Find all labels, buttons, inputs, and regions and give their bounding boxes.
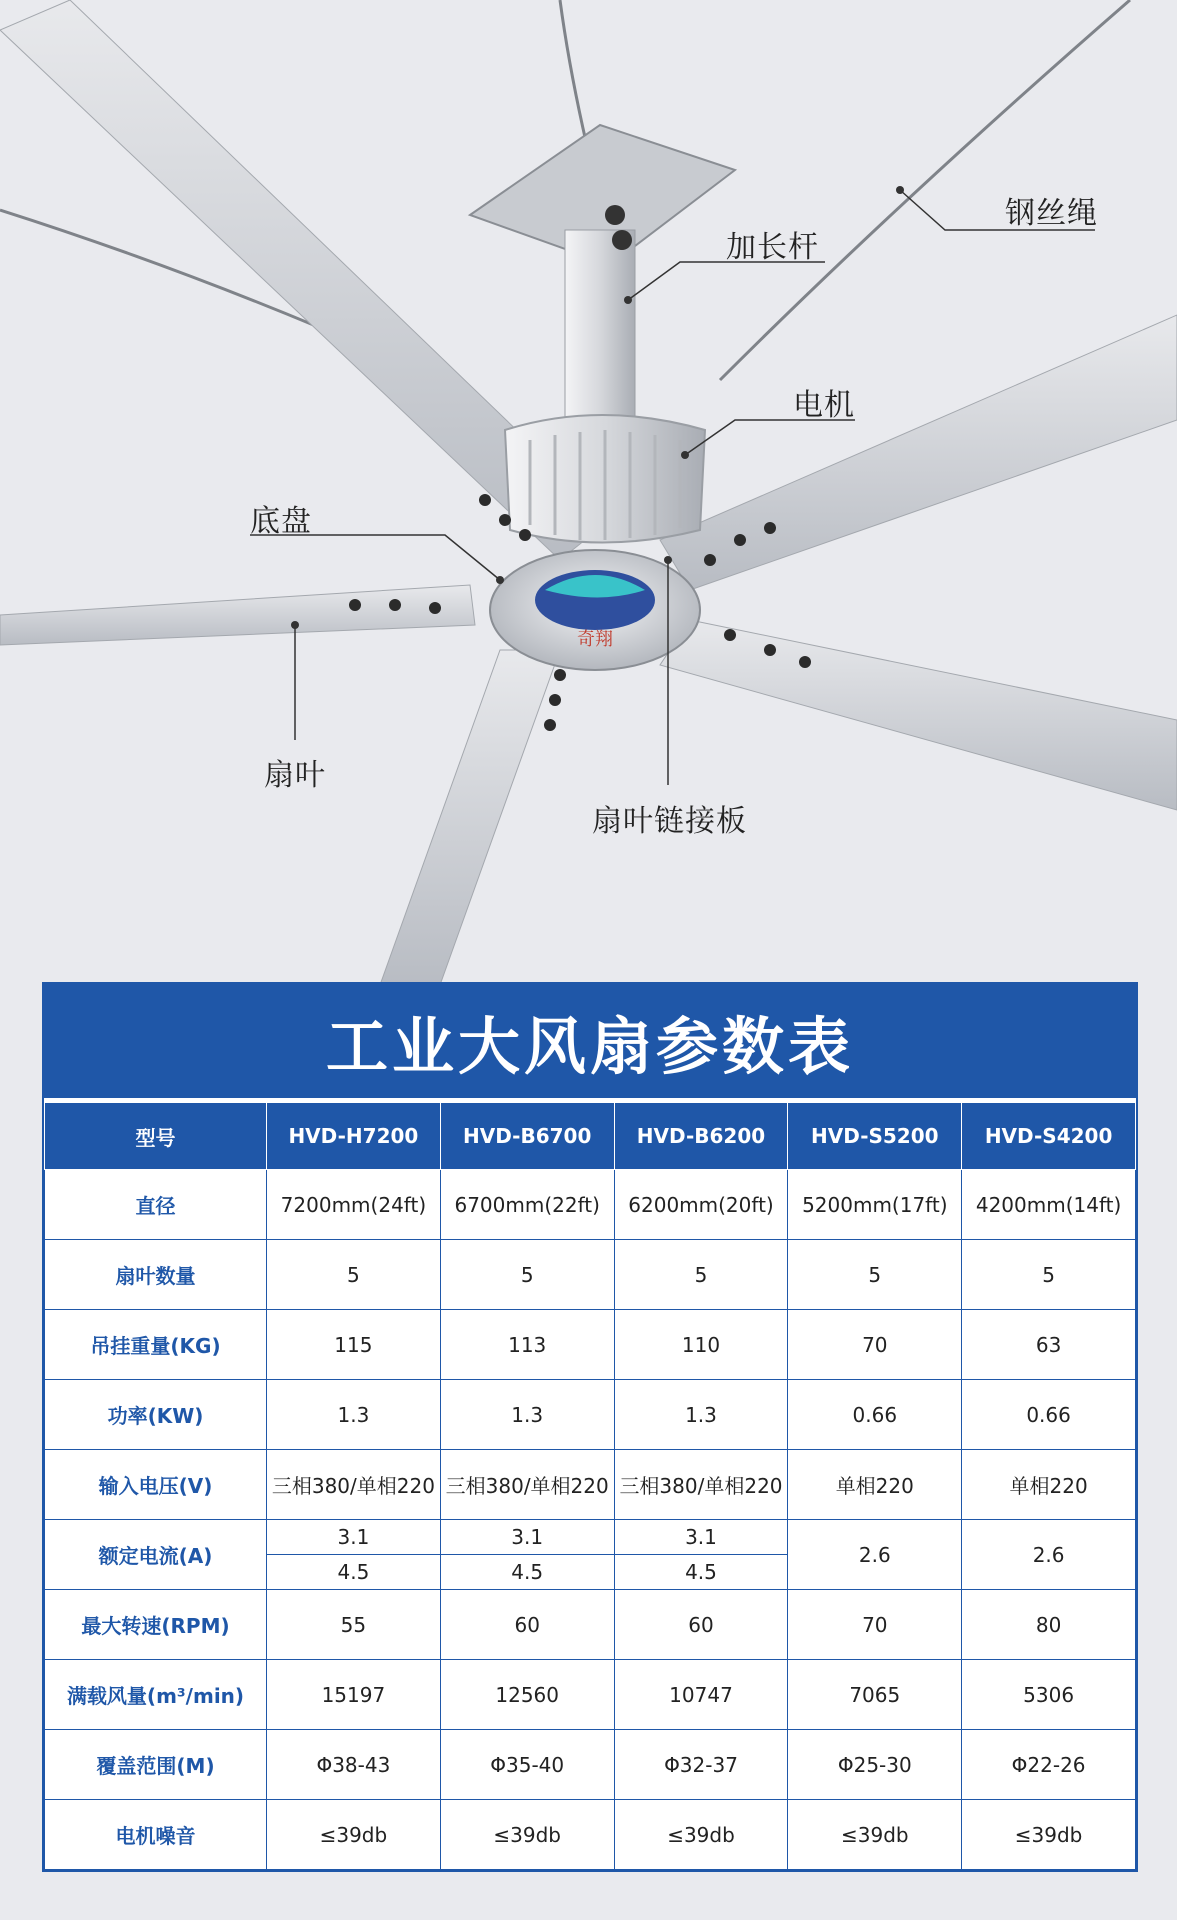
cell: ≤39db	[614, 1800, 788, 1870]
cell: Φ35-40	[440, 1730, 614, 1800]
cell: 10747	[614, 1660, 788, 1730]
cell: 1.3	[440, 1380, 614, 1450]
callout-motor: 电机	[793, 388, 855, 423]
row-label: 输入电压(V)	[45, 1450, 267, 1520]
cell: Φ32-37	[614, 1730, 788, 1800]
cell: 7065	[788, 1660, 962, 1730]
cell: 1.3	[614, 1380, 788, 1450]
row-label: 功率(KW)	[45, 1380, 267, 1450]
blade-right-lower	[660, 620, 1177, 810]
row-label: 扇叶数量	[45, 1240, 267, 1310]
header-row	[45, 1103, 1136, 1170]
row-label: 最大转速(RPM)	[45, 1590, 267, 1660]
table-row	[45, 1520, 1136, 1555]
table-row	[45, 1800, 1136, 1870]
cell: 5	[962, 1240, 1136, 1310]
blade-left	[0, 585, 475, 645]
model-header: HVD-H7200	[267, 1103, 441, 1170]
cell: ≤39db	[788, 1800, 962, 1870]
cell: 1.3	[267, 1380, 441, 1450]
cell: 0.66	[962, 1380, 1136, 1450]
cell: 4.5	[440, 1555, 614, 1590]
cell: 115	[267, 1310, 441, 1380]
callout-base-plate: 底盘	[250, 504, 312, 539]
cell: ≤39db	[440, 1800, 614, 1870]
cell: 63	[962, 1310, 1136, 1380]
model-header: HVD-B6200	[614, 1103, 788, 1170]
cell: 70	[788, 1310, 962, 1380]
cell: 4200mm(14ft)	[962, 1170, 1136, 1240]
callout-blade-connector: 扇叶链接板	[592, 804, 747, 839]
cell: 6700mm(22ft)	[440, 1170, 614, 1240]
cell: 80	[962, 1590, 1136, 1660]
cell: 5200mm(17ft)	[788, 1170, 962, 1240]
cell: ≤39db	[267, 1800, 441, 1870]
cell: 单相220	[788, 1450, 962, 1520]
cell: 7200mm(24ft)	[267, 1170, 441, 1240]
model-header: HVD-S5200	[788, 1103, 962, 1170]
cell: Φ38-43	[267, 1730, 441, 1800]
table-row	[45, 1170, 1136, 1240]
cell: 三相380/单相220	[614, 1450, 788, 1520]
table-row	[45, 1450, 1136, 1520]
cell: 55	[267, 1590, 441, 1660]
cell: 4.5	[614, 1555, 788, 1590]
cell: 110	[614, 1310, 788, 1380]
cell: 60	[440, 1590, 614, 1660]
cell: 6200mm(20ft)	[614, 1170, 788, 1240]
callout-blade: 扇叶	[264, 758, 326, 793]
callout-extension-rod: 加长杆	[726, 230, 819, 265]
cell: 4.5	[267, 1555, 441, 1590]
cell: 5	[267, 1240, 441, 1310]
cell: 单相220	[962, 1450, 1136, 1520]
cell: 3.1	[267, 1520, 441, 1555]
row-label: 额定电流(A)	[45, 1520, 267, 1590]
spec-table	[42, 982, 1138, 1872]
row-label: 直径	[45, 1170, 267, 1240]
cell: ≤39db	[962, 1800, 1136, 1870]
table-row	[45, 1730, 1136, 1800]
cell: 3.1	[614, 1520, 788, 1555]
model-header: HVD-B6700	[440, 1103, 614, 1170]
blade-bottom	[380, 650, 560, 985]
header-label: 型号	[45, 1103, 267, 1170]
cell: 5	[614, 1240, 788, 1310]
row-label: 吊挂重量(KG)	[45, 1310, 267, 1380]
cell: 2.6	[962, 1520, 1136, 1590]
cell: 0.66	[788, 1380, 962, 1450]
blade-right-upper	[660, 315, 1177, 590]
cell: 60	[614, 1590, 788, 1660]
cell: 3.1	[440, 1520, 614, 1555]
cell: Φ25-30	[788, 1730, 962, 1800]
table-row	[45, 1240, 1136, 1310]
row-label: 满载风量(m³/min)	[45, 1660, 267, 1730]
cell: 12560	[440, 1660, 614, 1730]
table-row	[45, 1660, 1136, 1730]
cell: 三相380/单相220	[267, 1450, 441, 1520]
cell: Φ22-26	[962, 1730, 1136, 1800]
cell: 5	[788, 1240, 962, 1310]
row-label: 覆盖范围(M)	[45, 1730, 267, 1800]
model-header: HVD-S4200	[962, 1103, 1136, 1170]
extension-rod	[565, 230, 635, 420]
cell: 三相380/单相220	[440, 1450, 614, 1520]
table-row	[45, 1380, 1136, 1450]
cell: 5	[440, 1240, 614, 1310]
cell: 70	[788, 1590, 962, 1660]
cell: 15197	[267, 1660, 441, 1730]
row-label: 电机噪音	[45, 1800, 267, 1870]
callout-steel-wire: 钢丝绳	[1005, 196, 1098, 231]
table-row	[45, 1590, 1136, 1660]
svg-text:奇翔: 奇翔	[577, 629, 613, 650]
cell: 5306	[962, 1660, 1136, 1730]
spec-table-title: 工业大风扇参数表	[44, 984, 1136, 1102]
cell: 2.6	[788, 1520, 962, 1590]
table-row	[45, 1310, 1136, 1380]
cell: 113	[440, 1310, 614, 1380]
